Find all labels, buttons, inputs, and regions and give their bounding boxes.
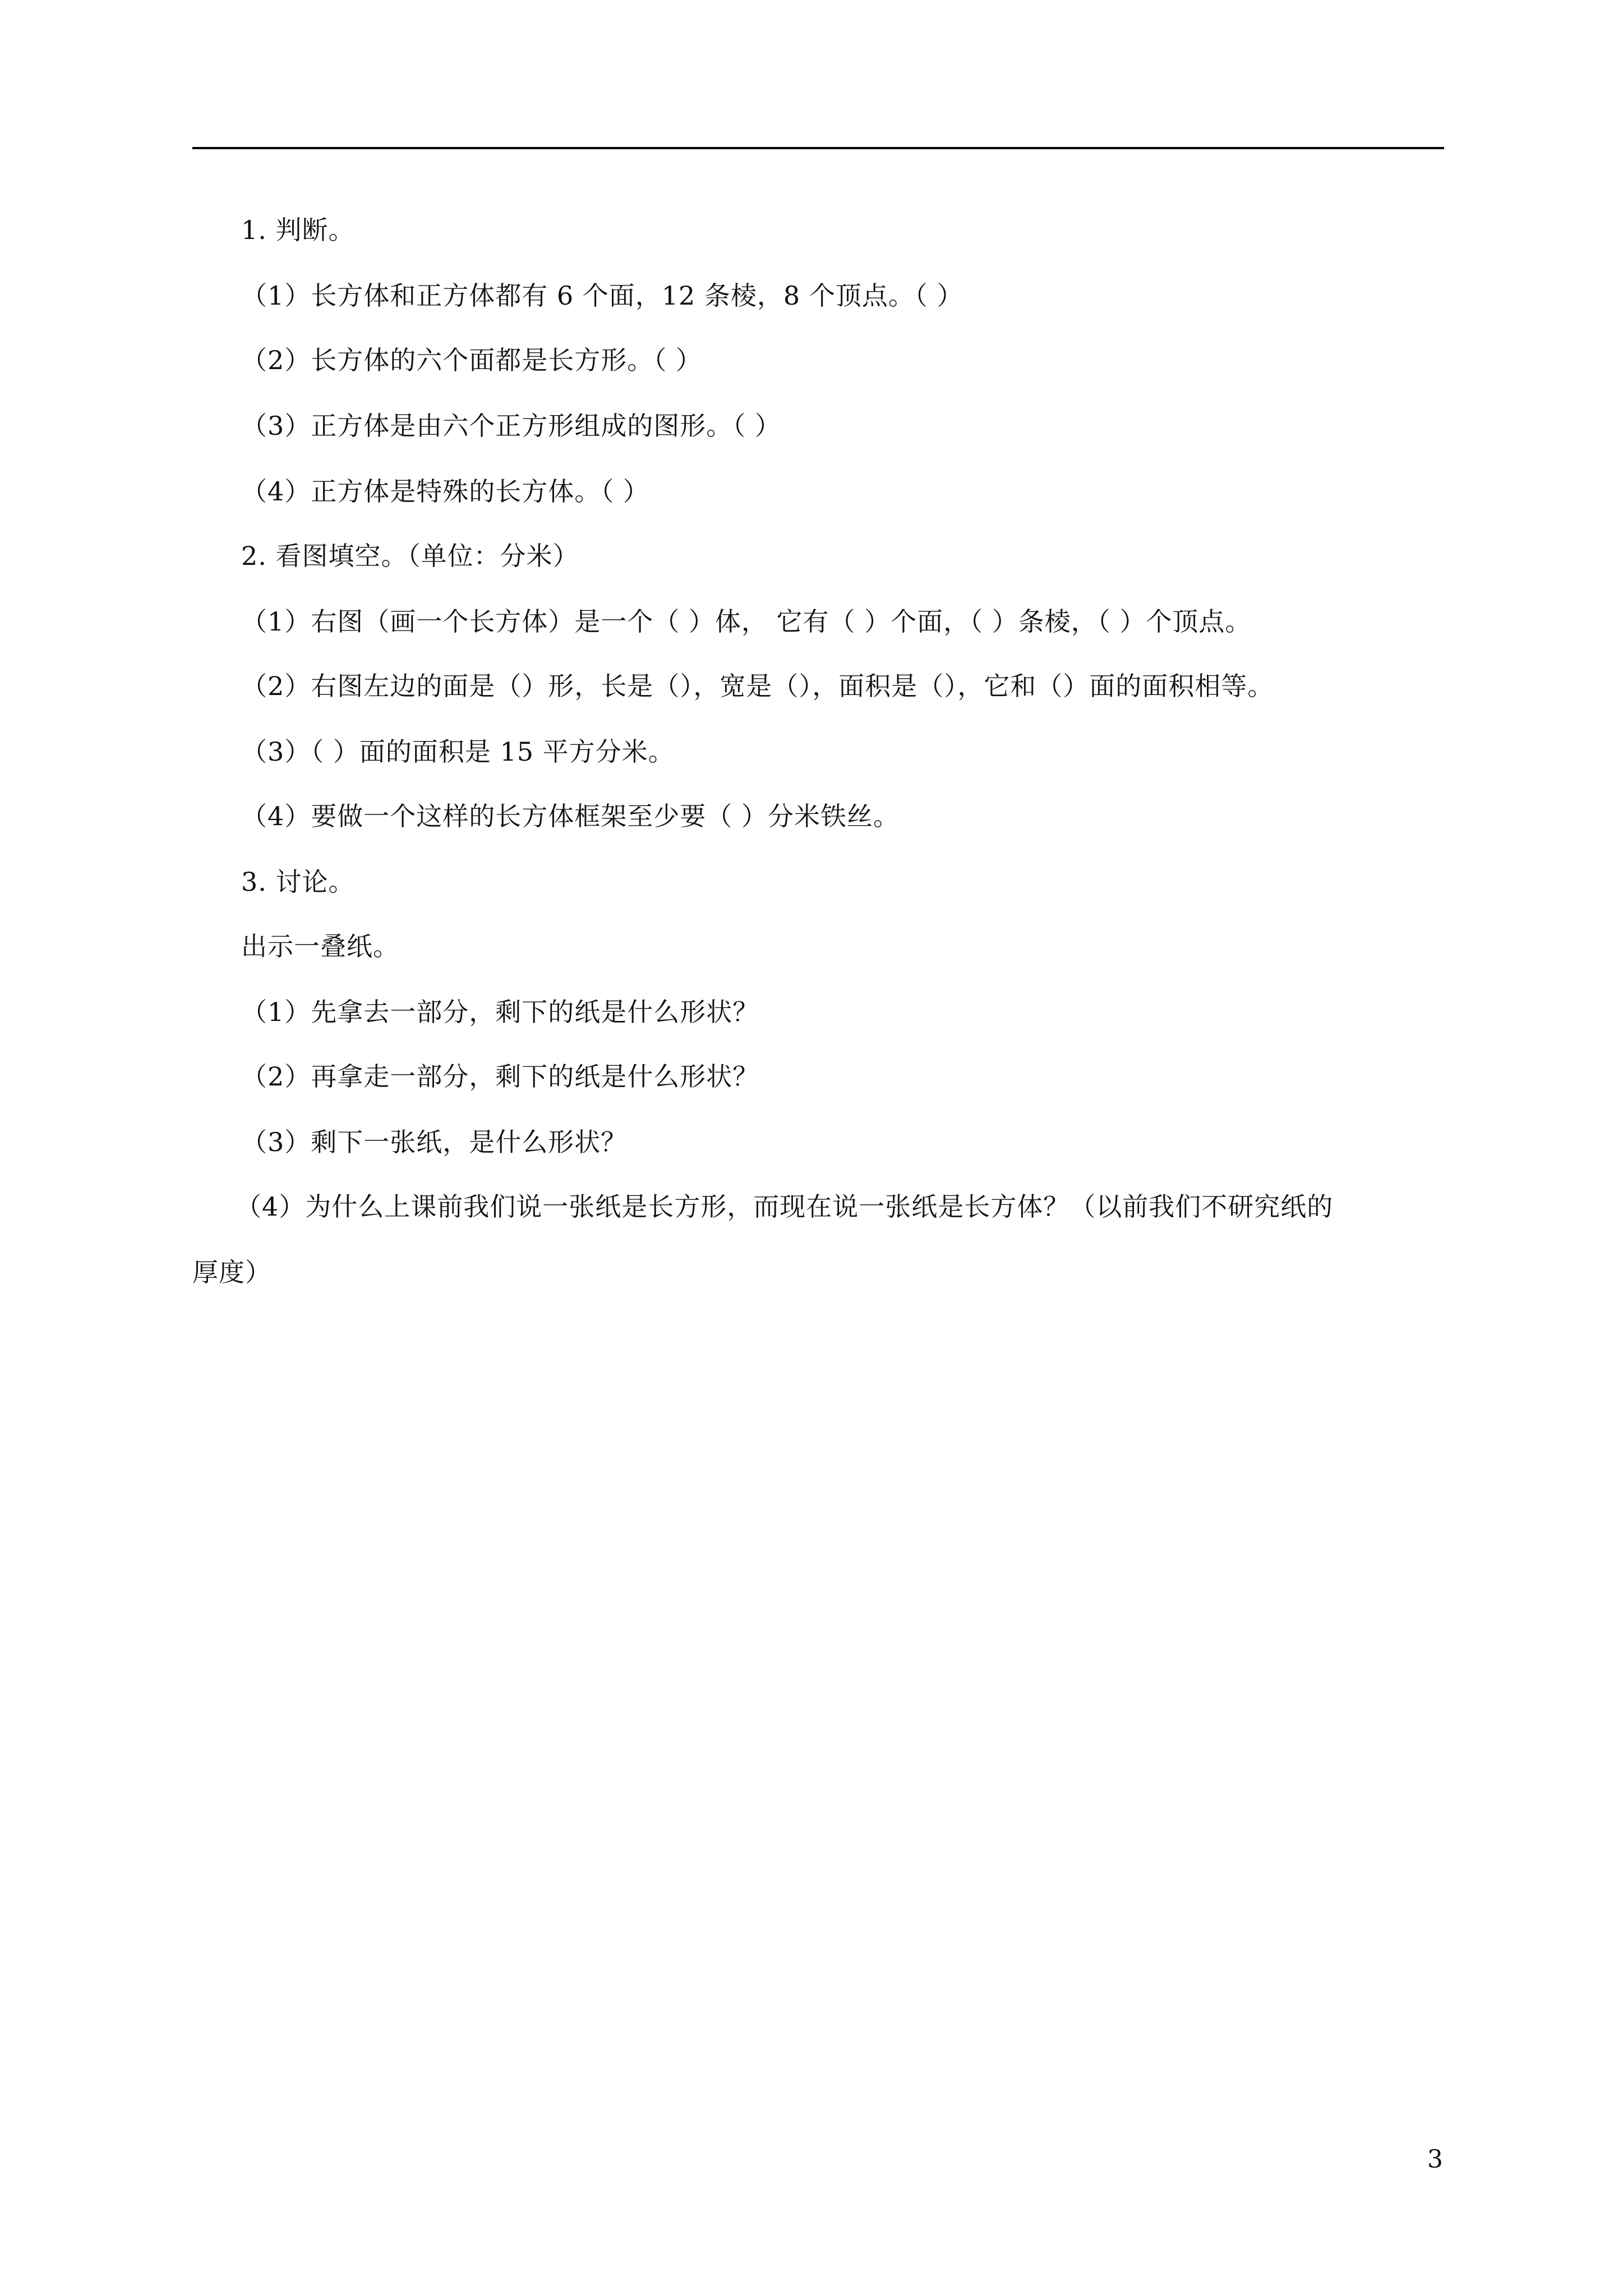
question-3-item-3: （3）剩下一张纸，是什么形状？ xyxy=(241,1127,628,1157)
question-3-prompt: 出示一叠纸。 xyxy=(241,931,399,961)
question-3-item-1: （1）先拿去一部分，剩下的纸是什么形状？ xyxy=(241,997,759,1027)
question-1-item-4: （4）正方体是特殊的长方体。（ ） xyxy=(241,476,649,507)
question-1-item-1: （1）长方体和正方体都有 6 个面，12 条棱，8 个顶点。（ ） xyxy=(241,280,963,311)
question-2-item-2: （2）右图左边的面是（）形，长是（），宽是（），面积是（），它和（）面的面积相等。 xyxy=(241,671,1274,701)
question-3-item-4: （4）为什么上课前我们说一张纸是长方形，而现在说一张纸是长方体？（以前我们不研究纸的 xyxy=(236,1191,1334,1222)
question-2-heading: 2. 看图填空。（单位：分米） xyxy=(241,541,579,571)
question-1-item-2: （2）长方体的六个面都是长方形。（ ） xyxy=(241,345,702,375)
question-2-item-4: （4）要做一个这样的长方体框架至少要（ ）分米铁丝。 xyxy=(241,801,900,831)
question-2-item-3: （3）（ ）面的面积是 15 平方分米。 xyxy=(241,737,675,767)
question-3-item-2: （2）再拿走一部分，剩下的纸是什么形状？ xyxy=(241,1061,759,1092)
header-rule xyxy=(192,147,1444,149)
question-2-item-1: （1）右图（画一个长方体）是一个（ ）体， 它有（ ）个面，（ ）条棱，（ ）个顶点。 xyxy=(241,606,1252,637)
question-3-heading: 3. 讨论。 xyxy=(241,867,355,897)
question-1-item-3: （3）正方体是由六个正方形组成的图形。（ ） xyxy=(241,411,781,441)
page-number: 3 xyxy=(1427,2145,1443,2174)
question-3-item-4-continuation: 厚度） xyxy=(192,1257,271,1287)
question-1-heading: 1. 判断。 xyxy=(241,215,355,245)
